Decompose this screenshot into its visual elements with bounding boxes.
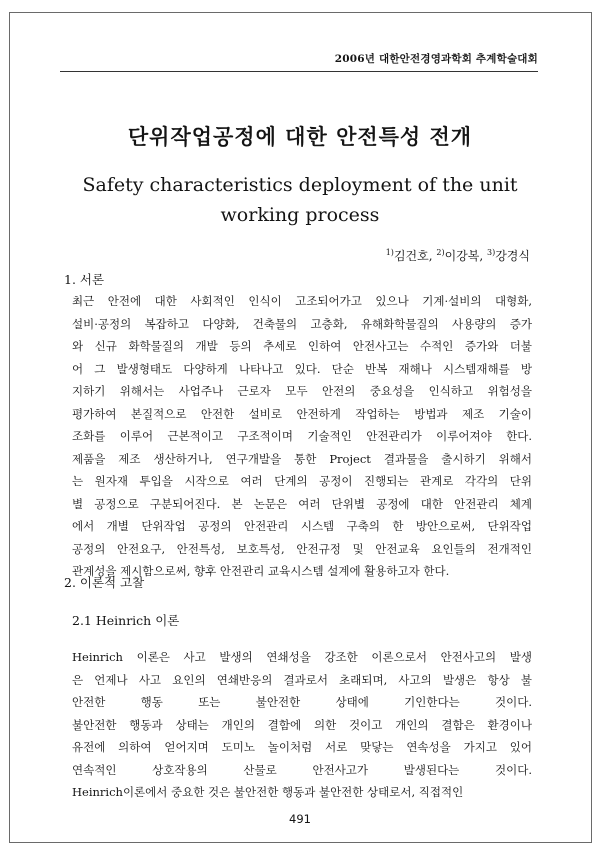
subsection-heading-heinrich: 2.1 Heinrich 이론 (72, 613, 180, 628)
text-line: 불안전한 행동과 상태는 개인의 결함에 의한 것이고 개인의 결함은 환경이나 (72, 717, 532, 732)
text-line: 는 원자재 투입을 시작으로 여러 단계의 공정이 진행되는 관계로 각각의 단위 (72, 474, 532, 488)
text-line: 지하기 위해서는 사업주나 근로자 모두 안전의 중요성을 인식하고 위험성을 (72, 384, 532, 398)
text-line: 은 언제나 사고 요인의 연쇄반응의 결과로서 초래되며, 사고의 발생은 항상 불 (72, 672, 532, 687)
text-line: Heinrich 이론은 사고 발생의 연쇄성을 강조한 이론으로서 안전사고의 발생 (72, 650, 532, 664)
text-line: 조화를 이루어 근본적이고 구조적이며 기술적인 안전관리가 이루어져야 한다. (72, 429, 532, 443)
header-rule (60, 71, 538, 72)
text-line: 와 신규 화학물질의 개발 등의 추세로 인하여 안전사고는 수적인 증가와 더불 (72, 339, 532, 353)
introduction-paragraph (72, 290, 532, 583)
text-line: 별 공정으로 구분되어진다. 본 논문은 여러 단위별 공정에 대한 안전관리 체계 (72, 496, 532, 511)
page-number: 491 (289, 812, 311, 826)
author-name: 김건호, (393, 249, 433, 263)
text-line: 유전에 의하여 얻어지며 도미노 놀이처럼 서로 맞닿는 연속성을 가지고 있어 (72, 740, 532, 754)
running-head: 2006년 대한안전경영과학회 추계학술대회 (334, 53, 538, 65)
text-line: 안전한 행동 또는 불안전한 상태에 기인한다는 것이다. (72, 695, 532, 709)
text-line: 어 그 발생형태도 다양하게 나타나고 있다. 단순 반복 재해나 시스템재해를 방 (72, 361, 532, 376)
text-line: 평가하여 본질적으로 안전한 설비로 안전하게 작업하는 방법과 제조 기술이 (72, 406, 532, 421)
author-name: 강경식 (495, 249, 530, 263)
section-heading-introduction: 1. 서론 (64, 272, 105, 287)
text-line: 관계성을 제시함으로써, 향후 안전관리 교육시스템 설계에 활용하고자 한다. (72, 564, 450, 578)
title-english-line-1: Safety characteristics deployment of the unit (82, 174, 518, 196)
author-mark: 2) (436, 248, 445, 257)
author-mark: 1) (385, 248, 394, 257)
text-line: 연속적인 상호작용의 산물로 안전사고가 발생된다는 것이다. (72, 762, 532, 777)
text-line: 제품을 제조 생산하거나, 연구개발을 통한 Project 결과물을 출시하기 위해서 (72, 451, 532, 466)
author-name: 이강복, (444, 249, 484, 263)
title-english-line-2: working process (220, 204, 380, 226)
title-korean: 단위작업공정에 대한 안전특성 전개 (127, 124, 473, 149)
section-heading-theory: 2. 이론적 고찰 (64, 575, 145, 590)
text-line: 최근 안전에 대한 사회적인 인식이 고조되어가고 있으나 기계·설비의 대형화, (72, 294, 532, 308)
heinrich-paragraph (72, 646, 532, 804)
text-line: 에서 개별 단위작업 공정의 안전관리 시스템 구축의 한 방안으로써, 단위작업 (72, 519, 532, 533)
text-line: Heinrich이론에서 중요한 것은 불안전한 행동과 불안전한 상태로서, 직접적인 (72, 785, 464, 799)
author-mark: 3) (487, 248, 496, 257)
text-line: 공정의 안전요구, 안전특성, 보호특성, 안전규정 및 안전교육 요인들의 전개적인 (72, 541, 532, 556)
author-list (386, 247, 530, 264)
title-english (60, 170, 540, 230)
text-line: 설비·공정의 복잡하고 다양화, 건축물의 고층화, 유해화학물질의 사용량의 증가 (72, 316, 532, 331)
